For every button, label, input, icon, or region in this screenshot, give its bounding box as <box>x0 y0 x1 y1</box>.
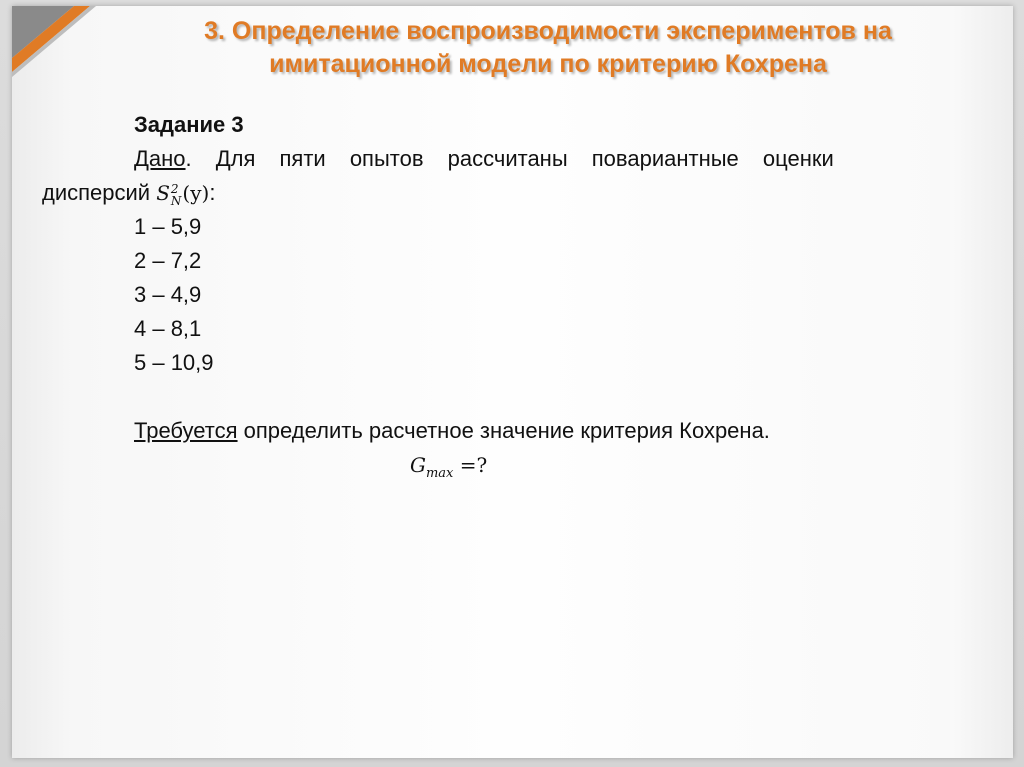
gmax-subscript: max <box>425 466 454 481</box>
given-text-line-2: дисперсий <box>42 180 151 205</box>
gmax-symbol: G <box>410 453 426 477</box>
given-paragraph-line-2 <box>42 176 982 210</box>
gmax-formula <box>42 448 982 491</box>
blank-line <box>42 380 982 414</box>
given-text: . Для пяти опытов рассчитаны повариантные оценки <box>185 146 834 171</box>
formula-subscript: N <box>170 193 182 208</box>
required-text: определить расчетное значение критерия Кохрена. <box>237 418 770 443</box>
gmax-expression <box>410 453 488 481</box>
slide-title <box>88 15 1008 81</box>
formula-argument: (y) <box>182 181 210 205</box>
formula-colon: : <box>209 180 216 205</box>
given-paragraph <box>42 142 982 176</box>
gmax-question: =? <box>459 453 488 477</box>
list-item: 3 – 4,9 <box>134 282 202 307</box>
formula-scripts <box>171 183 182 207</box>
list-item: 5 – 10,9 <box>134 350 214 375</box>
given-label: Дано <box>134 146 186 171</box>
slide-title-line-1: 3. Определение воспроизводимости экспериментов на <box>204 17 892 45</box>
task-heading: Задание 3 <box>134 112 244 137</box>
slide-title-line-2: имитационной модели по критерию Кохрена <box>269 50 827 78</box>
slide-content <box>42 108 982 491</box>
required-label: Требуется <box>134 418 238 443</box>
list-item: 2 – 7,2 <box>134 248 202 273</box>
list-item: 1 – 5,9 <box>134 214 202 239</box>
required-paragraph <box>42 414 982 448</box>
formula-superscript: 2 <box>170 181 179 196</box>
list-item: 4 – 8,1 <box>134 316 202 341</box>
variance-formula <box>156 181 210 208</box>
formula-s: S <box>156 181 170 205</box>
